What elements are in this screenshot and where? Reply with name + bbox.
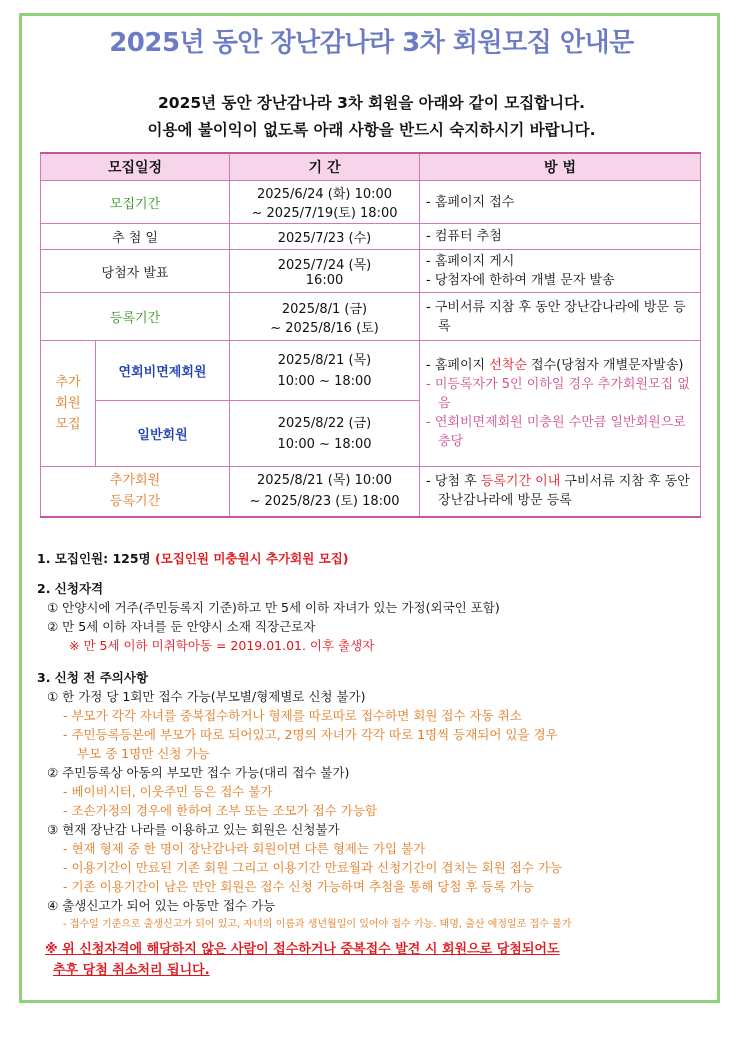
period-line: ~ 2025/8/16 (토) bbox=[270, 320, 379, 336]
row-period bbox=[230, 341, 420, 401]
list-item: ② 만 5세 이하 자녀를 둔 안양시 소재 직장근로자 bbox=[47, 619, 316, 634]
period-line: 2025/8/21 (목) bbox=[277, 352, 372, 368]
section-highlight: (모집인원 미충원시 추가회원 모집) bbox=[154, 551, 349, 566]
row-method bbox=[420, 250, 701, 293]
table-row bbox=[41, 293, 701, 341]
sub-item: - 베이비시터, 이웃주민 등은 접수 불가 bbox=[63, 784, 273, 799]
warning-line-1: ※ 위 신청자격에 해당하지 않은 사람이 접수하거나 중복접수 발견 시 회원으로 당첨되어도 bbox=[45, 942, 560, 957]
table-header-row bbox=[41, 153, 701, 181]
schedule-table bbox=[40, 152, 701, 518]
sub-label-general: 일반회원 bbox=[96, 401, 230, 467]
row-label: 추 첨 일 bbox=[41, 224, 230, 250]
section-quota bbox=[37, 550, 707, 568]
method-line: - 당첨자에 한하여 개별 문자 발송 bbox=[426, 273, 615, 288]
method-highlight: 선착순 bbox=[489, 358, 527, 373]
group-label-line: 모집 bbox=[55, 417, 81, 432]
row-period: 2025/7/23 (수) bbox=[230, 224, 420, 250]
period-line: ~ 2025/7/19(토) 18:00 bbox=[251, 206, 398, 221]
row-period bbox=[230, 181, 420, 224]
table-row bbox=[41, 181, 701, 224]
method-text: 구비서류 지참 후 동안 장난감나라에 방문 등록 bbox=[438, 474, 690, 509]
label-line: 등록기간 bbox=[109, 494, 161, 510]
table-row bbox=[41, 341, 701, 401]
period-line: 2025/8/21 (목) 10:00 bbox=[256, 473, 393, 489]
row-method bbox=[420, 224, 701, 250]
extra-group-label bbox=[41, 341, 96, 467]
intro-line-2: 이용에 불이익이 없도록 아래 사항을 반드시 숙지하시기 바랍니다. bbox=[147, 121, 596, 139]
method-line bbox=[426, 472, 694, 510]
notes-section bbox=[37, 540, 707, 981]
row-label: 등록기간 bbox=[41, 293, 230, 341]
method-text: - 당첨 후 bbox=[426, 474, 481, 490]
table-row bbox=[41, 224, 701, 250]
list-item: ② 주민등록상 아동의 부모만 접수 가능(대리 접수 불가) bbox=[47, 765, 350, 780]
header-schedule: 모집일정 bbox=[41, 153, 230, 181]
list-item: ④ 출생신고가 되어 있는 아동만 접수 가능 bbox=[47, 898, 276, 913]
intro-line-1: 2025년 동안 장난감나라 3차 회원을 아래와 같이 모집합니다. bbox=[158, 94, 585, 112]
method-text: - 홈페이지 bbox=[426, 358, 490, 373]
method-line: - 홈페이지 게시 bbox=[426, 254, 515, 269]
section-title: 1. 모집인원: 125명 bbox=[37, 551, 155, 566]
row-period bbox=[230, 467, 420, 517]
sub-item: - 부모가 각각 자녀를 중복접수하거나 형제를 따로따로 접수하면 회원 접수 자동 취소 bbox=[63, 708, 522, 723]
period-line: 10:00 ~ 18:00 bbox=[277, 436, 372, 452]
page-title: 2025년 동안 장난감나라 3차 회원모집 안내문 bbox=[109, 28, 634, 58]
header-method: 방 법 bbox=[420, 153, 701, 181]
row-period bbox=[230, 293, 420, 341]
row-method bbox=[420, 181, 701, 224]
row-method bbox=[420, 293, 701, 341]
header-period: 기 간 bbox=[230, 153, 420, 181]
eligibility-note: ※ 만 5세 이하 미취학아동 = 2019.01.01. 이후 출생자 bbox=[69, 638, 375, 653]
sub-label-fee-exempt: 연회비면제회원 bbox=[96, 341, 230, 401]
row-period bbox=[230, 401, 420, 467]
method-highlight: 등록기간 이내 bbox=[480, 474, 561, 490]
period-line: 2025/8/22 (금) bbox=[277, 415, 372, 431]
group-label-line: 회원 bbox=[55, 396, 81, 411]
period-line: 2025/7/24 (목) bbox=[277, 258, 372, 273]
sub-item-cont: 부모 중 1명만 신청 가능 bbox=[77, 746, 210, 761]
sub-item-small: - 접수일 기준으로 출생신고가 되어 있고, 자녀의 이름과 생년월일이 있어야 접수 가능. 태명, 출산 예정일로 접수 불가 bbox=[63, 919, 572, 930]
warning-line-2: 추후 당첨 취소처리 됩니다. bbox=[53, 963, 210, 978]
extra-method bbox=[420, 341, 701, 467]
method-line: - 홈페이지 접수 bbox=[426, 194, 515, 210]
period-line: 16:00 bbox=[305, 273, 344, 288]
section-eligibility-title: 2. 신청자격 bbox=[37, 581, 104, 596]
label-line: 추가회원 bbox=[109, 473, 161, 489]
period-line: 10:00 ~ 18:00 bbox=[277, 373, 372, 389]
period-line: 2025/6/24 (화) 10:00 bbox=[256, 187, 393, 202]
group-label-line: 추가 bbox=[55, 375, 81, 390]
method-line: - 연회비면제회원 미충원 수만큼 일반회원으로 충당 bbox=[426, 415, 686, 449]
table-row bbox=[41, 467, 701, 517]
list-item: ① 안양시에 거주(주민등록지 기준)하고 만 5세 이하 자녀가 있는 가정(외국인 포함) bbox=[47, 600, 500, 615]
method-line: - 미등록자가 5인 이하일 경우 추가회원모집 없음 bbox=[426, 377, 690, 411]
row-label: 당첨자 발표 bbox=[41, 250, 230, 293]
sub-item: - 이용기간이 만료된 기존 회원 그리고 이용기간 만료월과 신청기간이 겹치는 회원 접수 가능 bbox=[63, 860, 562, 875]
method-text: 접수(당첨자 개별문자발송) bbox=[526, 358, 684, 373]
section-cautions-title: 3. 신청 전 주의사항 bbox=[37, 670, 149, 685]
method-line bbox=[426, 356, 694, 375]
table-row bbox=[41, 250, 701, 293]
method-line: - 컴퓨터 추첨 bbox=[426, 229, 502, 244]
method-line: - 구비서류 지참 후 동안 장난감나라에 방문 등록 bbox=[426, 299, 686, 334]
period-line: ~ 2025/8/23 (토) 18:00 bbox=[249, 494, 400, 510]
row-label bbox=[41, 467, 230, 517]
row-method bbox=[420, 467, 701, 517]
row-label: 모집기간 bbox=[41, 181, 230, 224]
sub-item: - 주민등록등본에 부모가 따로 되어있고, 2명의 자녀가 각각 따로 1명씩 등재되어 있을 경우 bbox=[63, 727, 558, 742]
list-item: ① 한 가정 당 1회만 접수 가능(부모별/형제별로 신청 불가) bbox=[47, 689, 366, 704]
list-item: ③ 현재 장난감 나라를 이용하고 있는 회원은 신청불가 bbox=[47, 822, 340, 837]
period-line: 2025/8/1 (금) bbox=[281, 301, 368, 317]
sub-item: - 조손가정의 경우에 한하여 조부 또는 조모가 접수 가능함 bbox=[63, 803, 378, 818]
sub-item: - 현재 형제 중 한 명이 장난감나라 회원이면 다른 형제는 가입 불가 bbox=[63, 841, 426, 856]
sub-item: - 기존 이용기간이 남은 만안 회원은 접수 신청 가능하며 추첨을 통해 당첨 후 등록 가능 bbox=[63, 879, 534, 894]
row-period bbox=[230, 250, 420, 293]
